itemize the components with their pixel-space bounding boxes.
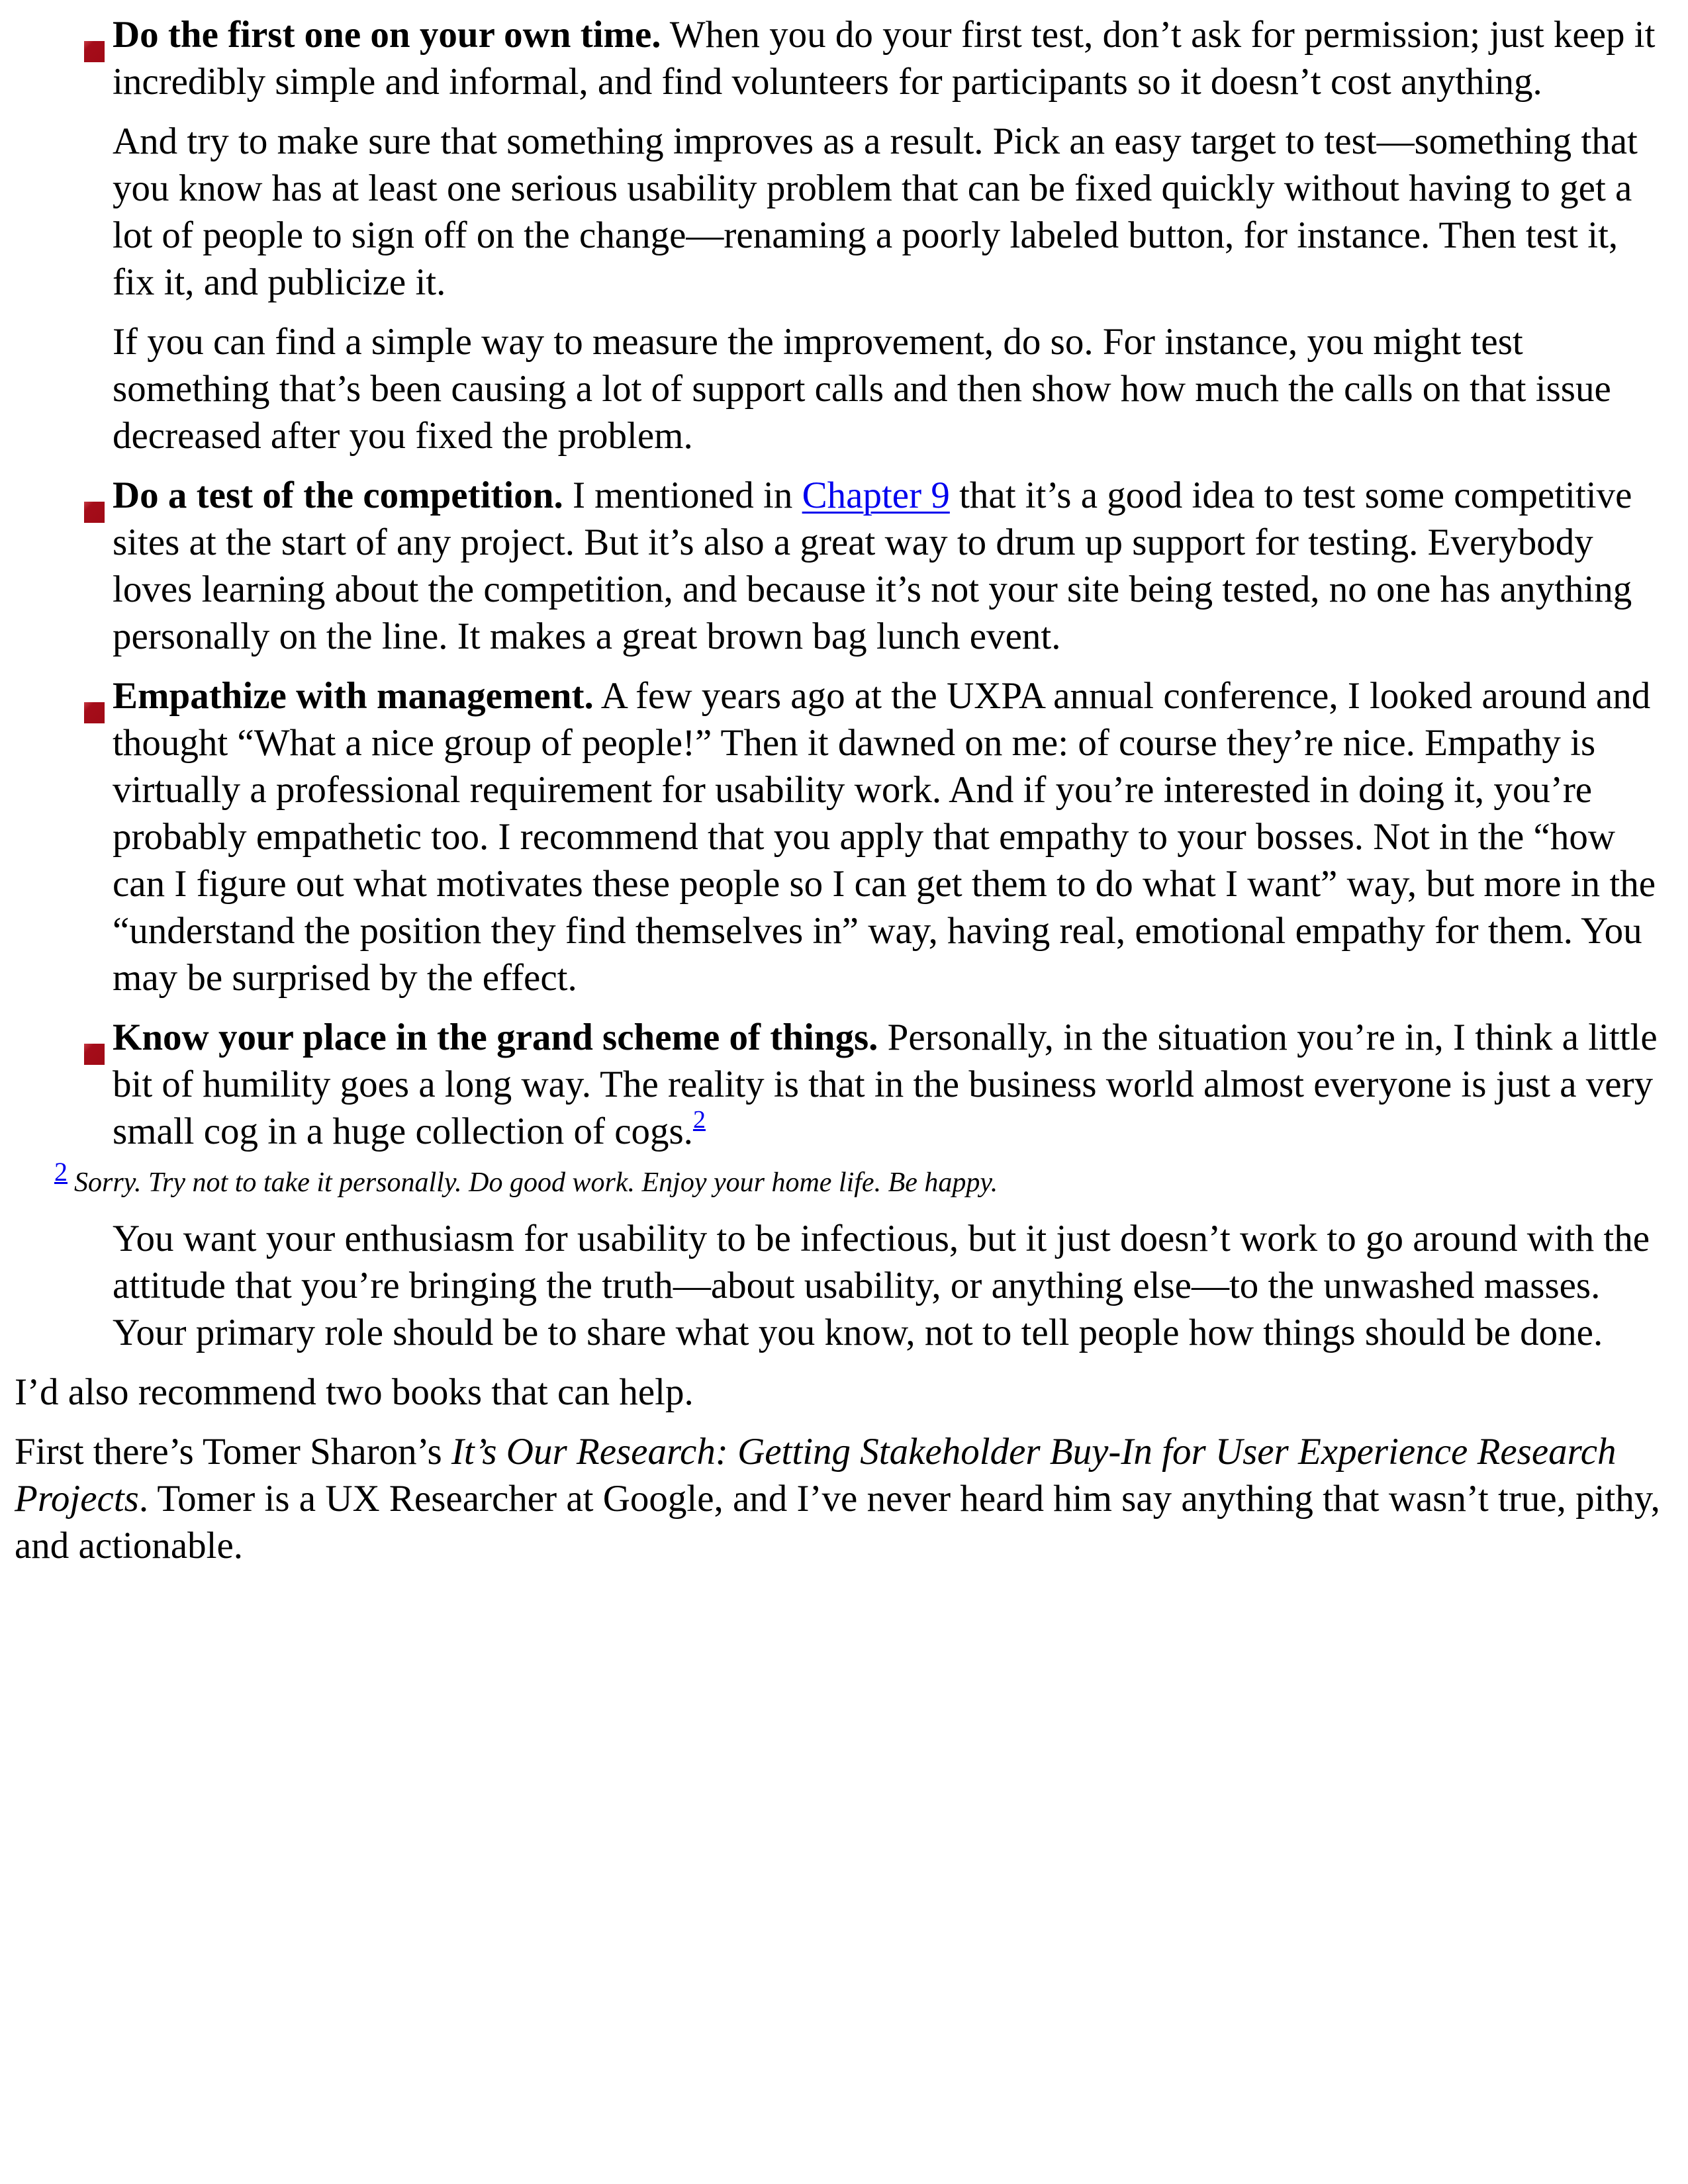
bullet-lead: Empathize with management. [113,675,594,717]
continuation-paragraph [0,318,1688,459]
bullet-item-competition [0,472,1688,660]
chapter-9-link[interactable]: Chapter 9 [802,475,950,516]
red-square-bullet-icon [84,702,105,723]
bullet-lead: Know your place in the grand scheme of things. [113,1017,878,1058]
continuation-paragraph [0,118,1688,306]
bullet-item-empathize [0,672,1688,1001]
body-paragraph [0,1428,1688,1569]
bullet-paragraph [113,1014,1662,1155]
paragraph-text: If you can find a simple way to measure the improvement, do so. For instance, you might test something that’s been causing a lot of support calls and then show how much the calls on that issue decreased after you fixed the problem. [113,321,1611,457]
bullet-paragraph [113,472,1662,660]
bullet-lead: Do the first one on your own time. [113,14,661,56]
bullet-text: Personally, in the situation you’re in, I think a little bit of humility goes a long way. The reality is that in the business world almost everyone is just a very small cog in a huge collection of cogs. [113,1017,1658,1152]
bullet-text: When you do your first test, don’t ask for permission; just keep it incredibly simple and informal, and find volunteers for participants so it doesn’t cost anything. [113,14,1656,103]
bullet-text: that it’s a good idea to test some competitive sites at the start of any project. But it’s also a great way to drum up support for testing. Everybody loves learning about the competition, and because it’s not your site being tested, no one has anything personally on the line. It makes a great brown bag lunch event. [113,475,1632,657]
continuation-paragraph [0,1215,1688,1356]
book-title: It’s Our Research: Getting Stakeholder Buy-In for User Experience Research Projects [15,1431,1617,1520]
text-span: First there’s Tomer Sharon’s [15,1431,451,1473]
footnote-reference [693,1106,706,1134]
footnote-2-link[interactable]: 2 [692,1106,706,1134]
footnote-number [54,1157,68,1187]
bullet-lead: Do a test of the competition. [113,475,563,516]
footnote-backlink[interactable]: 2 [54,1157,68,1187]
red-square-bullet-icon [84,502,105,523]
footnote [0,1157,1688,1203]
bullet-item-know-your-place [0,1014,1688,1155]
paragraph-text: You want your enthusiasm for usability to be infectious, but it just doesn’t work to go around with the attitude that you’re bringing the truth—about usability, or anything else—to the unwashed masses. Your primary role should be to share what you know, not to tell people how things should be done. [113,1218,1650,1353]
bullet-text: I mentioned in [563,475,802,516]
paragraph-text [15,1428,1662,1569]
footnote-text: Sorry. Try not to take it personally. Do good work. Enjoy your home life. Be happy. [74,1167,998,1198]
paragraph-text: And try to make sure that something improves as a result. Pick an easy target to test—something that you know has at least one serious usability problem that can be fixed quickly without having to get a lot of people to sign off on the change—renaming a poorly labeled button, for instance. Then test it, fix it, and publicize it. [113,120,1638,303]
text-span: . Tomer is a UX Researcher at Google, and I’ve never heard him say anything that wasn’t true, pithy, and actionable. [15,1478,1660,1567]
red-square-bullet-icon [84,41,105,62]
bullet-item-first-test [0,11,1688,105]
bullet-text: A few years ago at the UXPA annual conference, I looked around and thought “What a nice group of people!” Then it dawned on me: of course they’re nice. Empathy is virtually a professional requirement for usability work. And if you’re interested in doing it, you’re probably empathetic too. I recommend that you apply that empathy to your bosses. Not in the “how can I figure out what motivates these people so I can get them to do what I want” way, but more in the “understand the position they find themselves in” way, having real, emotional empathy for them. You may be surprised by the effect. [113,675,1656,999]
red-square-bullet-icon [84,1044,105,1065]
document-page [0,11,1688,1582]
paragraph-text: I’d also recommend two books that can help. [15,1371,694,1413]
body-paragraph [0,1369,1688,1416]
bullet-paragraph [113,672,1662,1001]
bullet-paragraph [113,11,1662,105]
